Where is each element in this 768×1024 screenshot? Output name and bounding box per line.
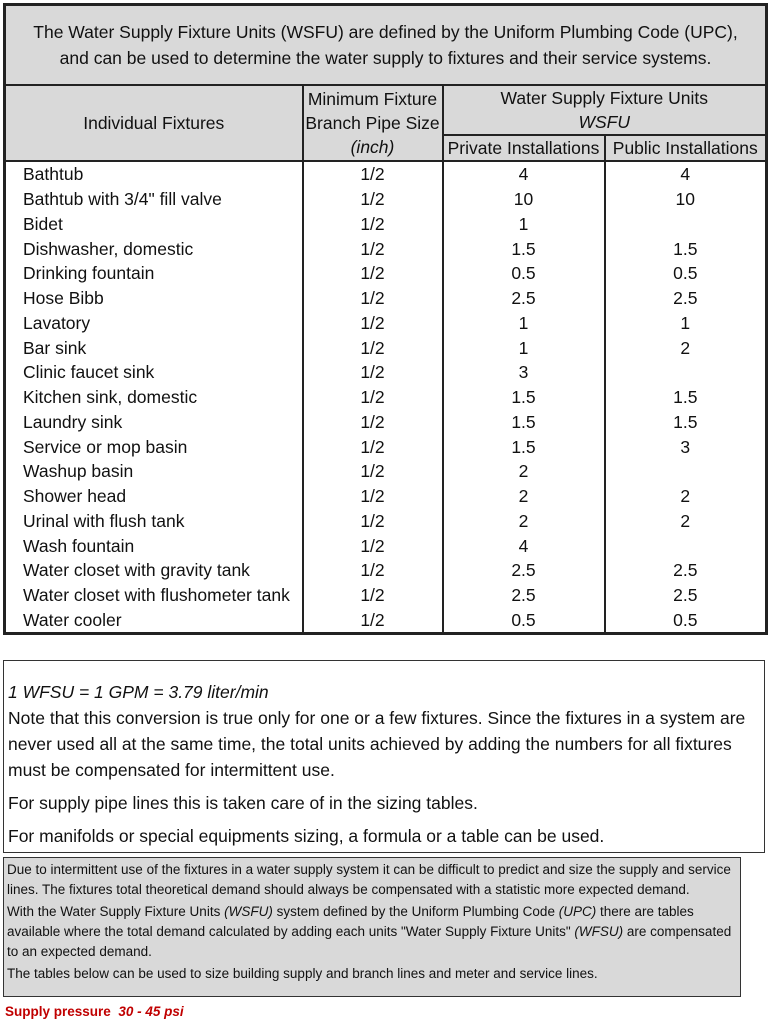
private-units: 4 (443, 161, 605, 187)
header-pipe-size (303, 85, 443, 161)
pipe-size: 1/2 (303, 385, 443, 410)
table-row (5, 385, 767, 410)
table-row (5, 459, 767, 484)
private-units: 2.5 (443, 583, 605, 608)
public-units: 2 (680, 510, 691, 531)
fixture-name: Bidet (5, 212, 303, 237)
private-units: 1.5 (443, 236, 605, 261)
fixture-name: Water cooler (5, 608, 303, 634)
conversion-notes (3, 660, 765, 853)
header-wsfu-line-1: Water Supply Fixture Units (500, 88, 708, 108)
title-line-1: The Water Supply Fixture Units (WSFU) are defined by the Uniform Plumbing Code (UPC), (33, 22, 738, 42)
public-units: 10 (675, 189, 695, 210)
public-units: 2.5 (673, 585, 698, 606)
fixture-name: Water closet with gravity tank (5, 558, 303, 583)
table-title (5, 5, 767, 86)
table-row (5, 286, 767, 311)
private-units: 3 (443, 360, 605, 385)
table-row (5, 484, 767, 509)
fixture-name: Shower head (5, 484, 303, 509)
fixture-name: Wash fountain (5, 533, 303, 558)
info-box (3, 857, 741, 997)
public-units (605, 459, 767, 484)
fixture-name: Bar sink (5, 335, 303, 360)
private-units: 4 (443, 533, 605, 558)
fixture-name: Urinal with flush tank (5, 509, 303, 534)
private-units: 1 (443, 335, 605, 360)
supply-pressure-range: 30 - 45 psi (118, 1004, 184, 1019)
header-pipe-unit: (inch) (350, 137, 395, 157)
public-units (605, 533, 767, 558)
fixture-name: Hose Bibb (5, 286, 303, 311)
public-units: 2 (680, 486, 691, 507)
public-units: 0.5 (673, 609, 698, 630)
table-body (5, 161, 767, 634)
public-units (605, 360, 767, 385)
public-units: 2.5 (673, 288, 698, 309)
table-row (5, 360, 767, 385)
public-units: 2 (680, 337, 691, 358)
note-paragraph-2: For supply pipe lines this is taken care of in the sizing tables. (8, 793, 478, 813)
header-public: Public Installations (605, 135, 767, 161)
info-text: there are tables available where the total demand calculated by adding each units "Water Supply Fixture Units" (7, 904, 694, 939)
pipe-size: 1/2 (303, 335, 443, 360)
fixture-name: Bathtub with 3/4" fill valve (5, 187, 303, 212)
fixture-name: Dishwasher, domestic (5, 236, 303, 261)
private-units: 0.5 (443, 608, 605, 634)
fixture-name: Drinking fountain (5, 261, 303, 286)
private-units: 1 (443, 212, 605, 237)
private-units: 2 (443, 484, 605, 509)
private-units: 2 (443, 459, 605, 484)
pipe-size: 1/2 (303, 583, 443, 608)
private-units: 1 (443, 311, 605, 336)
info-paragraph-3: The tables below can be used to size building supply and branch lines and meter and service lines. (7, 966, 598, 981)
pipe-size: 1/2 (303, 286, 443, 311)
info-text: system defined by the Uniform Plumbing Code (272, 904, 559, 919)
table-row (5, 509, 767, 534)
pipe-size: 1/2 (303, 236, 443, 261)
private-units: 10 (443, 187, 605, 212)
public-units (605, 212, 767, 237)
table-row (5, 236, 767, 261)
header-pipe-line-2: Branch Pipe Size (305, 113, 440, 133)
private-units: 1.5 (443, 385, 605, 410)
pipe-size: 1/2 (303, 484, 443, 509)
pipe-size: 1/2 (303, 459, 443, 484)
public-units: 1 (680, 312, 691, 333)
table-row (5, 261, 767, 286)
fixture-name: Washup basin (5, 459, 303, 484)
fixture-name: Laundry sink (5, 410, 303, 435)
pipe-size: 1/2 (303, 558, 443, 583)
fixture-name: Water closet with flushometer tank (5, 583, 303, 608)
info-abbr-wfsu: (WFSU) (574, 924, 624, 939)
pipe-size: 1/2 (303, 360, 443, 385)
table-row (5, 558, 767, 583)
pipe-size: 1/2 (303, 533, 443, 558)
info-abbr-upc: (UPC) (558, 904, 597, 919)
info-text: With the Water Supply Fixture Units (7, 904, 225, 919)
pipe-size: 1/2 (303, 212, 443, 237)
table-row (5, 161, 767, 187)
header-wsfu (443, 85, 767, 135)
public-units: 4 (680, 164, 691, 185)
header-private: Private Installations (443, 135, 605, 161)
table-row (5, 212, 767, 237)
table-row (5, 583, 767, 608)
public-units: 2.5 (673, 560, 698, 581)
conversion-formula: 1 WFSU = 1 GPM = 3.79 liter/min (8, 682, 269, 702)
private-units: 2.5 (443, 558, 605, 583)
pipe-size: 1/2 (303, 410, 443, 435)
note-paragraph-1: Note that this conversion is true only for one or a few fixtures. Since the fixtures in a system are never used all at the same time, the total units achieved by adding the numbers for all fixtures must be compensated for intermittent use. (8, 708, 746, 780)
supply-pressure (5, 1004, 184, 1019)
wsfu-sheet (3, 3, 765, 635)
fixture-name: Lavatory (5, 311, 303, 336)
pipe-size: 1/2 (303, 434, 443, 459)
private-units: 2 (443, 509, 605, 534)
public-units: 3 (680, 436, 691, 457)
wsfu-table (3, 3, 768, 635)
public-units: 0.5 (673, 263, 698, 284)
private-units: 0.5 (443, 261, 605, 286)
private-units: 1.5 (443, 410, 605, 435)
table-row (5, 608, 767, 634)
pipe-size: 1/2 (303, 311, 443, 336)
public-units: 1.5 (673, 411, 698, 432)
info-paragraph-1: Due to intermittent use of the fixtures in a water supply system it can be difficult to predict and size the supply and service lines. The fixtures total theoretical demand should always be compensated with a statistic more expected demand. (7, 862, 731, 897)
table-row (5, 311, 767, 336)
table-row (5, 335, 767, 360)
info-abbr-wsfu: (WSFU) (224, 904, 273, 919)
public-units: 1.5 (673, 238, 698, 259)
info-text: are compensated to an expected demand. (7, 924, 732, 959)
private-units: 2.5 (443, 286, 605, 311)
supply-pressure-label: Supply pressure (5, 1004, 111, 1019)
fixture-name: Service or mop basin (5, 434, 303, 459)
header-pipe-line-1: Minimum Fixture (307, 89, 438, 109)
public-units: 1.5 (673, 387, 698, 408)
table-row (5, 533, 767, 558)
fixture-name: Clinic faucet sink (5, 360, 303, 385)
header-fixtures: Individual Fixtures (5, 85, 303, 161)
info-paragraph-2 (7, 902, 737, 962)
pipe-size: 1/2 (303, 608, 443, 634)
note-paragraph-3: For manifolds or special equipments sizing, a formula or a table can be used. (8, 826, 605, 846)
pipe-size: 1/2 (303, 509, 443, 534)
table-row (5, 187, 767, 212)
fixture-name: Bathtub (5, 161, 303, 187)
header-wsfu-abbr: WSFU (578, 112, 631, 132)
table-row (5, 434, 767, 459)
title-line-2: and can be used to determine the water supply to fixtures and their service systems. (59, 48, 712, 68)
pipe-size: 1/2 (303, 261, 443, 286)
private-units: 1.5 (443, 434, 605, 459)
pipe-size: 1/2 (303, 187, 443, 212)
pipe-size: 1/2 (303, 161, 443, 187)
fixture-name: Kitchen sink, domestic (5, 385, 303, 410)
table-row (5, 410, 767, 435)
